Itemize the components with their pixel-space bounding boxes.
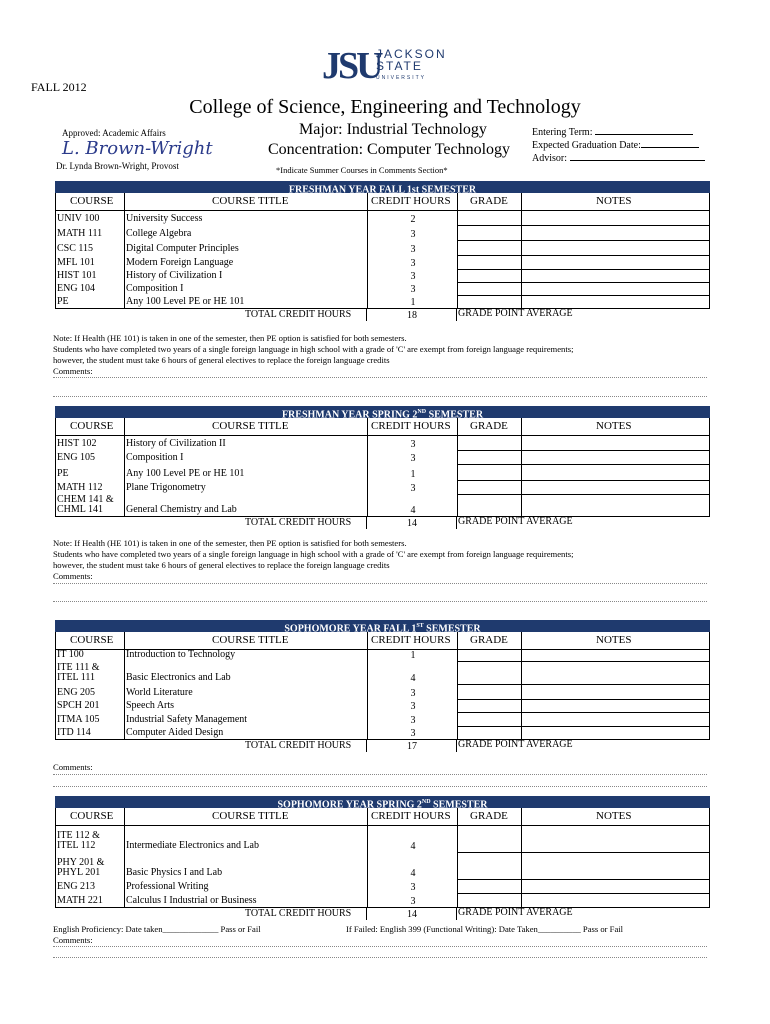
- notes-cell[interactable]: [522, 269, 710, 282]
- grade-cell[interactable]: [458, 661, 521, 684]
- credit-hours: 3: [410, 258, 416, 269]
- column-divider: [124, 808, 125, 825]
- gpa-label: GRADE POINT AVERAGE: [458, 907, 573, 918]
- course-title: College Algebra: [126, 228, 192, 239]
- column-divider: [367, 808, 368, 825]
- column-divider: [367, 826, 368, 907]
- semester-title-suffix: ND: [421, 799, 431, 805]
- column-divider: [521, 193, 522, 210]
- notes-cell[interactable]: [522, 240, 710, 255]
- grade-cell[interactable]: [458, 255, 521, 269]
- entering-term-field[interactable]: [532, 127, 693, 138]
- course-code: MATH 111: [57, 228, 103, 239]
- credit-hours: 3: [410, 882, 416, 893]
- total-row: [55, 907, 710, 920]
- credit-hours: 3: [410, 284, 416, 295]
- column-header-row: [55, 193, 710, 211]
- table-body: [55, 826, 710, 907]
- credit-hours: 1: [410, 297, 416, 308]
- course-title: Any 100 Level PE or HE 101: [126, 468, 245, 479]
- column-header-title: COURSE TITLE: [212, 634, 289, 646]
- semester-title-end: SEMESTER: [430, 799, 488, 811]
- notes-cell[interactable]: [522, 225, 710, 240]
- total-row: [55, 308, 710, 321]
- credit-hours: 4: [410, 673, 416, 684]
- course-title: History of Civilization I: [126, 270, 223, 281]
- comments-label: Comments:: [53, 366, 93, 376]
- divider: [53, 396, 707, 397]
- course-title: Computer Aided Design: [126, 727, 224, 738]
- course-code: ITEL 112: [57, 840, 96, 851]
- logo-mark: JSU: [322, 45, 381, 87]
- course-code: HIST 101: [57, 270, 97, 281]
- column-header-credit: CREDIT HOURS: [371, 634, 451, 646]
- column-header-grade: GRADE: [470, 810, 508, 822]
- credit-hours: 3: [410, 439, 416, 450]
- course-code: MATH 221: [57, 895, 103, 906]
- course-title: Any 100 Level PE or HE 101: [126, 296, 245, 307]
- column-divider: [521, 808, 522, 825]
- column-divider: [367, 193, 368, 210]
- credit-hours: 3: [410, 271, 416, 282]
- course-code: CSC 115: [57, 243, 94, 254]
- column-header-title: COURSE TITLE: [212, 420, 289, 432]
- credit-hours: 4: [410, 841, 416, 852]
- notes-cell[interactable]: [522, 684, 710, 699]
- grade-cell[interactable]: [458, 726, 521, 739]
- course-title: Composition I: [126, 283, 184, 294]
- semester-title-suffix: ST: [416, 623, 424, 629]
- notes-cell[interactable]: [522, 661, 710, 684]
- notes-cell[interactable]: [522, 282, 710, 295]
- total-credit-value: 14: [407, 518, 417, 529]
- course-code: CHML 141: [57, 504, 104, 515]
- column-header-course: COURSE: [70, 195, 114, 207]
- credit-hours: 3: [410, 701, 416, 712]
- university-logo: [322, 46, 462, 92]
- course-code: HIST 102: [57, 438, 97, 449]
- logo-text: [376, 48, 447, 84]
- course-title: University Success: [126, 213, 203, 224]
- semester-table-freshman-fall: [55, 181, 710, 321]
- course-code: ITMA 105: [57, 714, 100, 725]
- course-code: ENG 105: [57, 452, 96, 463]
- logo-line-2: STATE: [376, 59, 423, 73]
- column-divider: [124, 436, 125, 516]
- term-label: FALL 2012: [31, 80, 87, 94]
- column-divider: [457, 632, 458, 649]
- column-header-notes: NOTES: [596, 634, 632, 646]
- semester-table-sophomore-spring: [55, 796, 710, 920]
- column-divider: [124, 418, 125, 435]
- grade-cell[interactable]: [458, 450, 521, 464]
- course-code: MATH 112: [57, 482, 103, 493]
- course-code: ITE 112 &: [57, 830, 100, 841]
- course-code: MFL 101: [57, 257, 95, 268]
- notes-cell[interactable]: [522, 464, 710, 480]
- notes-cell[interactable]: [522, 712, 710, 726]
- course-code: ITE 111 &: [57, 662, 100, 673]
- logo-line-3: UNIVERSITY: [376, 75, 427, 81]
- column-header-course: COURSE: [70, 810, 114, 822]
- column-header-notes: NOTES: [596, 195, 632, 207]
- grade-cell[interactable]: [458, 295, 521, 308]
- grade-cell[interactable]: [458, 436, 521, 450]
- course-title: World Literature: [126, 687, 193, 698]
- total-credit-value: 14: [407, 909, 417, 920]
- column-header-grade: GRADE: [470, 634, 508, 646]
- course-title: Basic Physics I and Lab: [126, 867, 223, 878]
- notes-cell[interactable]: [522, 726, 710, 739]
- divider: [53, 601, 707, 602]
- course-code: ITEL 111: [57, 672, 96, 683]
- course-title: General Chemistry and Lab: [126, 504, 237, 515]
- column-header-grade: GRADE: [470, 420, 508, 432]
- column-divider: [457, 193, 458, 210]
- comments-label: Comments:: [53, 762, 93, 772]
- table-body: [55, 436, 710, 516]
- table-body: [55, 211, 710, 308]
- total-credit-label: TOTAL CREDIT HOURS: [245, 517, 352, 528]
- grade-cell[interactable]: [458, 240, 521, 255]
- column-header-grade: GRADE: [470, 195, 508, 207]
- credit-hours: 4: [410, 868, 416, 879]
- gpa-label: GRADE POINT AVERAGE: [458, 308, 573, 319]
- notes-cell[interactable]: [522, 650, 710, 661]
- column-divider: [521, 632, 522, 649]
- credit-hours: 3: [410, 715, 416, 726]
- total-row: [55, 739, 710, 752]
- semester-title: [55, 796, 710, 811]
- grade-cell[interactable]: [458, 699, 521, 712]
- semester-table-freshman-spring: [55, 406, 710, 529]
- english-failed: If Failed: English 399 (Functional Writing): Date Taken__________ Pass or Fail: [346, 924, 624, 934]
- notes-cell[interactable]: [522, 211, 710, 225]
- course-title: Digital Computer Principles: [126, 243, 239, 254]
- column-header-notes: NOTES: [596, 810, 632, 822]
- advisor-field[interactable]: [532, 153, 705, 164]
- pe-note: Note: If Health (HE 101) is taken in one of the semester, then PE option is satisfied for both semesters.: [53, 333, 407, 343]
- credit-hours: 3: [410, 896, 416, 907]
- notes-cell[interactable]: [522, 826, 710, 852]
- course-title: Introduction to Technology: [126, 649, 236, 660]
- comments-line[interactable]: [53, 774, 707, 775]
- credit-hours: 3: [410, 453, 416, 464]
- notes-cell[interactable]: [522, 852, 710, 879]
- grade-cell[interactable]: [458, 879, 521, 893]
- course-title: Modern Foreign Language: [126, 257, 234, 268]
- entering-term-label: Entering Term:: [532, 127, 595, 138]
- course-code: PHYL 201: [57, 867, 101, 878]
- column-header-notes: NOTES: [596, 420, 632, 432]
- notes-cell[interactable]: [522, 494, 710, 516]
- language-note-1: Students who have completed two years of a single foreign language in high school with a grade of 'C' are exempt from foreign language requirements;: [53, 344, 574, 354]
- semester-table-sophomore-fall: [55, 620, 710, 752]
- column-header-credit: CREDIT HOURS: [371, 810, 451, 822]
- grade-cell[interactable]: [458, 269, 521, 282]
- course-code: ENG 213: [57, 881, 96, 892]
- course-title: Basic Electronics and Lab: [126, 672, 231, 683]
- logo-line-1: JACKSON: [376, 47, 447, 61]
- column-header-title: COURSE TITLE: [212, 195, 289, 207]
- column-divider: [124, 826, 125, 907]
- course-title: Professional Writing: [126, 881, 209, 892]
- course-code: ENG 205: [57, 687, 96, 698]
- column-divider: [124, 650, 125, 739]
- course-title: Speech Arts: [126, 700, 175, 711]
- semester-title: [55, 181, 710, 196]
- notes-cell[interactable]: [522, 450, 710, 464]
- column-divider: [124, 211, 125, 308]
- notes-cell[interactable]: [522, 699, 710, 712]
- total-row: [55, 516, 710, 529]
- notes-cell[interactable]: [522, 879, 710, 893]
- graduation-date-field[interactable]: [532, 140, 699, 151]
- comments-line[interactable]: [53, 946, 707, 947]
- column-divider: [457, 418, 458, 435]
- semester-title-text: SOPHOMORE YEAR SPRING 2: [277, 799, 422, 811]
- column-header-row: [55, 418, 710, 436]
- total-credit-value: 18: [407, 310, 417, 321]
- grade-cell[interactable]: [458, 893, 521, 907]
- course-title: Composition I: [126, 452, 184, 463]
- course-code: PE: [57, 296, 69, 307]
- semester-title-end: SEMESTER: [426, 409, 484, 421]
- grade-cell[interactable]: [458, 650, 521, 661]
- grade-cell[interactable]: [458, 225, 521, 240]
- column-header-title: COURSE TITLE: [212, 810, 289, 822]
- column-divider: [367, 418, 368, 435]
- column-header-row: [55, 632, 710, 650]
- credit-hours: 1: [410, 650, 416, 661]
- notes-cell[interactable]: [522, 893, 710, 907]
- column-divider: [457, 808, 458, 825]
- credit-hours: 3: [410, 483, 416, 494]
- grade-cell[interactable]: [458, 211, 521, 225]
- total-credit-label: TOTAL CREDIT HOURS: [245, 740, 352, 751]
- credit-hours: 4: [410, 505, 416, 516]
- concentration-title: Concentration: Computer Technology: [267, 141, 511, 158]
- credit-hours: 3: [410, 229, 416, 240]
- total-credit-value: 17: [407, 741, 417, 752]
- divider: [53, 786, 707, 787]
- pe-note: Note: If Health (HE 101) is taken in one of the semester, then PE option is satisfied for both semesters.: [53, 538, 407, 548]
- major-title: Major: Industrial Technology: [299, 121, 487, 138]
- credit-hours: 3: [410, 244, 416, 255]
- grade-cell[interactable]: [458, 480, 521, 494]
- semester-title-suffix: ND: [417, 409, 427, 415]
- total-credit-label: TOTAL CREDIT HOURS: [245, 908, 352, 919]
- provost-signature: L. Brown-Wright: [62, 138, 213, 159]
- notes-cell[interactable]: [522, 480, 710, 494]
- english-proficiency: English Proficiency: Date taken_____________ Pass or Fail: [53, 924, 261, 934]
- column-header-row: [55, 808, 710, 826]
- college-title: College of Science, Engineering and Technology: [189, 96, 581, 118]
- course-title: History of Civilization II: [126, 438, 226, 449]
- provost-name: Dr. Lynda Brown-Wright, Provost: [56, 161, 179, 171]
- column-header-credit: CREDIT HOURS: [371, 420, 451, 432]
- notes-cell[interactable]: [522, 295, 710, 308]
- advisor-label: Advisor:: [532, 153, 570, 164]
- course-code: IT 100: [57, 649, 84, 660]
- gpa-label: GRADE POINT AVERAGE: [458, 516, 573, 527]
- grade-cell[interactable]: [458, 282, 521, 295]
- column-header-credit: CREDIT HOURS: [371, 195, 451, 207]
- comments-line[interactable]: [53, 377, 707, 378]
- grade-cell[interactable]: [458, 464, 521, 480]
- table-body: [55, 650, 710, 739]
- column-divider: [367, 632, 368, 649]
- notes-cell[interactable]: [522, 255, 710, 269]
- column-divider: [124, 193, 125, 210]
- course-code: PE: [57, 468, 69, 479]
- course-title: Plane Trigonometry: [126, 482, 206, 493]
- course-code: CHEM 141 &: [57, 494, 114, 505]
- comments-line[interactable]: [53, 583, 707, 584]
- language-note-2: however, the student must take 6 hours of general electives to replace the foreign language credits: [53, 355, 390, 365]
- semester-title-text: FRESHMAN YEAR FALL 1st SEMESTER: [288, 184, 477, 196]
- course-code: UNIV 100: [57, 213, 100, 224]
- comments-label: Comments:: [53, 571, 93, 581]
- column-divider: [521, 418, 522, 435]
- semester-title-end: SEMESTER: [423, 623, 481, 635]
- notes-cell[interactable]: [522, 436, 710, 450]
- grade-cell[interactable]: [458, 684, 521, 699]
- grade-cell[interactable]: [458, 712, 521, 726]
- semester-title: [55, 620, 710, 635]
- grade-cell[interactable]: [458, 852, 521, 879]
- approved-label: Approved: Academic Affairs: [62, 128, 166, 138]
- semester-title-text: FRESHMAN YEAR SPRING 2: [281, 409, 418, 421]
- course-code: ENG 104: [57, 283, 96, 294]
- course-code: PHY 201 &: [57, 857, 105, 868]
- grade-cell[interactable]: [458, 494, 521, 516]
- summer-note: *Indicate Summer Courses in Comments Section*: [276, 165, 448, 175]
- graduation-date-label: Expected Graduation Date:: [532, 140, 641, 151]
- column-header-course: COURSE: [70, 420, 114, 432]
- divider: [53, 957, 707, 958]
- course-title: Industrial Safety Management: [126, 714, 248, 725]
- column-divider: [124, 632, 125, 649]
- semester-title: [55, 406, 710, 421]
- course-code: ITD 114: [57, 727, 91, 738]
- credit-hours: 2: [410, 214, 416, 225]
- grade-cell[interactable]: [458, 826, 521, 852]
- comments-label: Comments:: [53, 935, 93, 945]
- course-title: Calculus I Industrial or Business: [126, 895, 257, 906]
- credit-hours: 3: [410, 728, 416, 739]
- credit-hours: 3: [410, 688, 416, 699]
- total-credit-label: TOTAL CREDIT HOURS: [245, 309, 352, 320]
- course-title: Intermediate Electronics and Lab: [126, 840, 259, 851]
- gpa-label: GRADE POINT AVERAGE: [458, 739, 573, 750]
- column-header-course: COURSE: [70, 634, 114, 646]
- course-code: SPCH 201: [57, 700, 100, 711]
- semester-title-text: SOPHOMORE YEAR FALL 1: [284, 623, 417, 635]
- credit-hours: 1: [410, 469, 416, 480]
- language-note-2: however, the student must take 6 hours of general electives to replace the foreign language credits: [53, 560, 390, 570]
- language-note-1: Students who have completed two years of a single foreign language in high school with a grade of 'C' are exempt from foreign language requirements;: [53, 549, 574, 559]
